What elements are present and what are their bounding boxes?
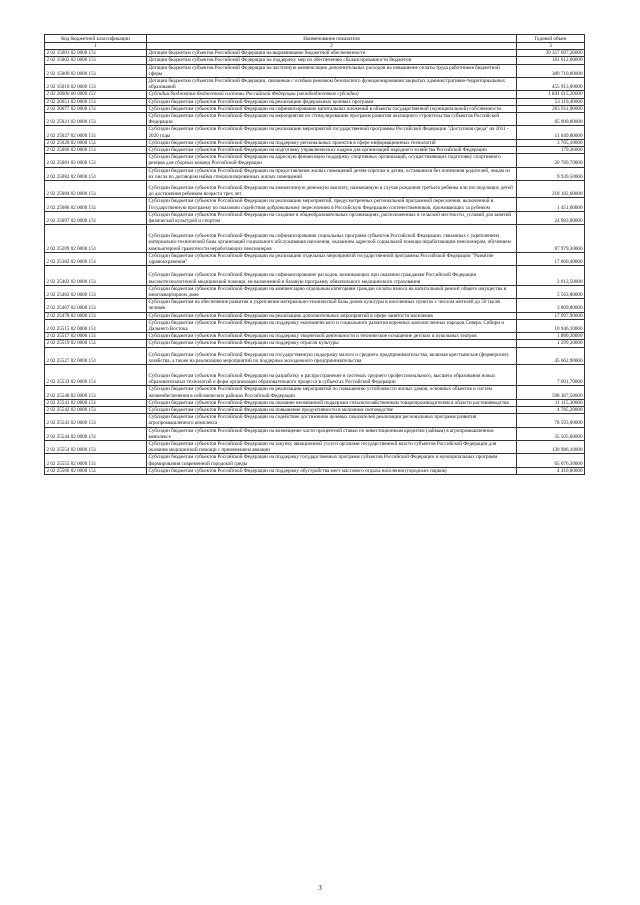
table-row — [45, 312, 585, 319]
row-code: 2 02 25467 02 0000 151 — [45, 299, 147, 312]
row-amount: 10 946,10000 — [517, 319, 585, 332]
row-code: 2 02 25084 02 0000 151 — [45, 181, 147, 198]
row-name: Субсидии бюджетам субъектов Российской Федерации на подготовку управленческих кадров для организаций народного хозяйства Российской Федерации — [147, 147, 517, 154]
row-amount: 2 013,50000 — [517, 266, 585, 285]
row-code: 2 02 25541 02 0000 151 — [45, 399, 147, 406]
row-code: 2 02 15001 02 0000 151 — [45, 50, 147, 57]
row-amount: 9 939,50000 — [517, 167, 585, 180]
table-row — [45, 105, 585, 112]
row-amount: 179,36000 — [517, 147, 585, 154]
row-name: Субсидии бюджетам субъектов Российской Федерации на реализацию мероприятий государственной программы Российской Федерации "Доступная среда" на 2011 - 2020 годы — [147, 126, 517, 139]
row-name: Субсидии бюджетам субъектов Российской Федерации на поддержку творческой деятельности и техническое оснащение детских и кукольных театров — [147, 333, 517, 340]
table-row — [45, 467, 585, 474]
row-amount: 78 593,00000 — [517, 414, 585, 427]
row-name: Субсидии бюджетам субъектов Российской Федерации на софинансирование социальных программ субъектов Российской Федерации, связанных с укреплением материально-технической базы организаций социального обслуживания населения, оказанием адресной социальной помощи неработающим пенсионерам, обучением компьютерной грамотности неработающих пенсионеров — [147, 225, 517, 253]
row-name: Субсидии бюджетам субъектов Российской Федерации на компенсацию отдельным категориям граждан оплаты взноса на капитальный ремонт общего имущества в многоквартирном доме — [147, 285, 517, 298]
table-row — [45, 252, 585, 265]
row-code: 2 02 25519 02 0000 151 — [45, 340, 147, 347]
row-code: 2 02 25082 02 0000 151 — [45, 167, 147, 180]
row-code: 2 02 20077 02 0000 151 — [45, 105, 147, 112]
table-row — [45, 57, 585, 64]
column-number-row — [45, 43, 585, 50]
table-row — [45, 154, 585, 167]
table-row — [45, 147, 585, 154]
header-code: Код бюджетной классификации — [45, 35, 147, 43]
row-code: 2 02 25028 02 0000 151 — [45, 139, 147, 146]
row-code: 2 02 25515 02 0000 151 — [45, 319, 147, 332]
row-code: 2 02 25081 02 0000 151 — [45, 154, 147, 167]
row-code: 2 02 25097 02 0000 151 — [45, 211, 147, 224]
row-name: Субсидии бюджетам субъектов Российской Федерации на оказание несвязанной поддержки сельскохозяйственным товаропроизводителям в области растениеводства — [147, 399, 517, 406]
row-amount: 455 913,00000 — [517, 78, 585, 91]
row-amount: 7 601,70000 — [517, 364, 585, 385]
row-amount: 45 662,90000 — [517, 347, 585, 364]
row-name: Дотации бюджетам субъектов Российской Федерации, связанные с особым режимом безопасного функционирования закрытых административно-территориальных образований — [147, 78, 517, 91]
row-amount: 4 410,80000 — [517, 467, 585, 474]
row-amount: 389 710,00000 — [517, 64, 585, 77]
table-row — [45, 113, 585, 126]
row-amount: 65 076,30000 — [517, 454, 585, 467]
row-name: Субсидии бюджетам субъектов Российской Федерации на поддержку обустройства мест массового отдыха населения (городских парков) — [147, 467, 517, 474]
table-row — [45, 347, 585, 364]
table-row — [45, 427, 585, 440]
table-row — [45, 414, 585, 427]
table-row — [45, 285, 585, 298]
row-name: Субсидии бюджетам субъектов Российской Федерации на адресную финансовую поддержку спортивных организаций, осуществляющих подготовку спортивного резерва для сборных команд Российской Федерации — [147, 154, 517, 167]
table-row — [45, 211, 585, 224]
row-code: 2 02 25478 02 0000 151 — [45, 312, 147, 319]
table-row — [45, 139, 585, 146]
row-amount: 181 012,00000 — [517, 57, 585, 64]
row-name: Субсидии бюджетам субъектов Российской Федерации на реализацию отдельных мероприятий государственной программы Российской Федерации "Развитие здравоохранения" — [147, 252, 517, 265]
row-amount: 24 983,00000 — [517, 211, 585, 224]
row-code: 2 02 25021 02 0000 151 — [45, 113, 147, 126]
row-amount: 1 841 015,20000 — [517, 91, 585, 98]
row-name: Дотации бюджетам субъектов Российской Федерации на частичную компенсацию дополнительных расходов на повышение оплаты труда работников бюджетной сферы — [147, 64, 517, 77]
row-name: Субсидии бюджетам субъектов Российской Федерации на ежемесячную денежную выплату, назначаемую в случае рождения третьего ребенка или последующих детей до достижения ребенком возраста трех лет — [147, 181, 517, 198]
row-amount: 3 809,80000 — [517, 299, 585, 312]
table-row — [45, 299, 585, 312]
row-amount: 39 357 697,20000 — [517, 50, 585, 57]
table-row — [45, 78, 585, 91]
row-amount: 53 119,40000 — [517, 98, 585, 105]
row-code: 2 02 25540 02 0000 151 — [45, 386, 147, 399]
row-name: Субсидии бюджетам на обеспечение развития и укрепления материально-технической базы домов культуры в населенных пунктах с числом жителей до 50 тысяч человек — [147, 299, 517, 312]
row-code: 2 02 25555 02 0000 151 — [45, 454, 147, 467]
row-amount: 598 367,50000 — [517, 386, 585, 399]
row-code: 2 02 25517 02 0000 151 — [45, 333, 147, 340]
row-code: 2 02 25086 02 0000 151 — [45, 198, 147, 211]
row-amount: 1 880,30000 — [517, 333, 585, 340]
row-amount: 3 705,10000 — [517, 139, 585, 146]
row-name: Субсидии бюджетам субъектов Российской Федерации на поддержку экономического и социального развития коренных малочисленных народов Севера, Сибири и Дальнего Востока — [147, 319, 517, 332]
column-number: 3 — [517, 43, 585, 50]
row-name: Субсидии бюджетам субъектов Российской Федерации на поддержку отрасли культуры — [147, 340, 517, 347]
row-amount: 85 900,00000 — [517, 113, 585, 126]
table-row — [45, 50, 585, 57]
header-amount: Годовой объем — [517, 35, 585, 43]
budget-revenue-table — [44, 34, 585, 475]
row-amount: 11 049,80000 — [517, 126, 585, 139]
document-page — [44, 34, 584, 475]
row-name: Субсидии бюджетам субъектов Российской Федерации на создание в общеобразовательных организациях, расположенных в сельской местности, условий для занятий физической культурой и спортом — [147, 211, 517, 224]
row-amount: 87 979,30000 — [517, 225, 585, 253]
row-name: Субсидии бюджетам субъектов Российской Федерации на реализацию дополнительных мероприятий в сфере занятости населения — [147, 312, 517, 319]
header-name: Наименование показателя — [147, 35, 517, 43]
table-header-row — [45, 35, 585, 43]
column-number: 1 — [45, 43, 147, 50]
row-code: 2 02 25462 02 0000 151 — [45, 285, 147, 298]
row-amount: 1 451,00000 — [517, 198, 585, 211]
row-code: 2 02 20051 02 0000 151 — [45, 98, 147, 105]
row-code: 2 02 25527 02 0000 151 — [45, 347, 147, 364]
row-amount: 35 505,60000 — [517, 427, 585, 440]
row-amount: 5 563,80000 — [517, 285, 585, 298]
table-body — [45, 50, 585, 475]
row-name: Субсидии бюджетам субъектов Российской Федерации на мероприятия по стимулированию программ развития жилищного строительства субъектов Российской Федерации — [147, 113, 517, 126]
row-name: Субсидии бюджетам субъектов Российской Федерации на реализацию мероприятий, предусмотренных региональной программой переселения, включенной в Государственную программу по оказанию содействия добровольному переселению в Российскую Федерацию соотечественников, проживающих за рубежом — [147, 198, 517, 211]
row-name: Субсидии бюджетам субъектов Российской Федерации на поддержку региональных проектов в сфере информационных технологий — [147, 139, 517, 146]
row-name: Субсидии бюджетам субъектов Российской Федерации на содействие достижению целевых показателей реализации региональных программ развития агропромышленного комплекса — [147, 414, 517, 427]
row-code: 2 02 25066 02 0000 151 — [45, 147, 147, 154]
row-amount: 17 060,40000 — [517, 252, 585, 265]
table-row — [45, 167, 585, 180]
row-code: 2 02 25542 02 0000 151 — [45, 406, 147, 413]
row-amount: 218 182,60000 — [517, 181, 585, 198]
row-code: 2 02 25560 02 0000 151 — [45, 467, 147, 474]
column-number: 2 — [147, 43, 517, 50]
table-row — [45, 225, 585, 253]
row-code: 2 02 20000 00 0000 151 — [45, 91, 147, 98]
row-code: 2 02 25533 02 0000 151 — [45, 364, 147, 385]
row-name: Субсидии бюджетам субъектов Российской Федерации на софинансирование капитальных вложений в объекты государственной (муниципальной) собственности — [147, 105, 517, 112]
row-code: 2 02 25402 02 0000 151 — [45, 266, 147, 285]
row-code: 2 02 25543 02 0000 151 — [45, 414, 147, 427]
row-name: Субсидии бюджетам субъектов Российской Федерации на поддержку государственных программ субъектов Российской Федерации и муниципальных программ формирования современной городской среды — [147, 454, 517, 467]
row-name: Дотации бюджетам субъектов Российской Федерации на выравнивание бюджетной обеспеченности — [147, 50, 517, 57]
row-name: Субсидии бюджетам субъектов Российской Федерации на предоставление жилых помещений детям-сиротам и детям, оставшимся без попечения родителей, лицам из их числа по договорам найма специализированных жилых помещений — [147, 167, 517, 180]
row-name: Субсидии бюджетам субъектов Российской Федерации на реализацию мероприятий по повышению устойчивости жилых домов, основных объектов и систем жизнеобеспечения в сейсмических районах Российской Федерации — [147, 386, 517, 399]
row-code: 2 02 15010 02 0000 151 — [45, 78, 147, 91]
table-row — [45, 91, 585, 98]
row-code: 2 02 15009 02 0000 151 — [45, 64, 147, 77]
table-row — [45, 440, 585, 453]
table-row — [45, 319, 585, 332]
row-code: 2 02 25209 02 0000 151 — [45, 225, 147, 253]
row-name: Субсидии бюджетам субъектов Российской Федерации на возмещение части процентной ставки по инвестиционным кредитам (займам) в агропромышленном комплексе — [147, 427, 517, 440]
row-name: Субсидии бюджетам субъектов Российской Федерации на софинансирование расходов, возникающих при оказании гражданам Российской Федерации высокотехнологичной медицинской помощи, не включенной в базовую программу обязательного медицинского страхования — [147, 266, 517, 285]
row-amount: 1 299,30000 — [517, 340, 585, 347]
table-row — [45, 399, 585, 406]
row-code: 2 02 25554 02 0000 151 — [45, 440, 147, 453]
row-amount: 265 911,90000 — [517, 105, 585, 112]
table-row — [45, 126, 585, 139]
table-row — [45, 364, 585, 385]
row-name: Субсидии бюджетам субъектов Российской Федерации на закупку авиационной услуги органами государственной власти субъектов Российской Федерации для оказания медицинской помощи с применением авиации — [147, 440, 517, 453]
row-amount: 130 986,10000 — [517, 440, 585, 453]
row-code: 2 02 15002 02 0000 151 — [45, 57, 147, 64]
table-row — [45, 386, 585, 399]
table-row — [45, 98, 585, 105]
table-row — [45, 340, 585, 347]
row-name: Субсидии бюджетам субъектов Российской Федерации на государственную поддержку малого и среднего предпринимательства, включая крестьянские (фермерские) хозяйства, а также на реализацию мероприятий по поддержке молодежного предпринимательства — [147, 347, 517, 364]
row-name: Дотации бюджетам субъектов Российской Федерации на поддержку мер по обеспечению сбалансированности бюджетов — [147, 57, 517, 64]
row-code: 2 02 25382 02 0000 151 — [45, 252, 147, 265]
row-amount: 20 789,70000 — [517, 154, 585, 167]
table-row — [45, 64, 585, 77]
row-amount: 4 785,20000 — [517, 406, 585, 413]
table-row — [45, 333, 585, 340]
row-name: Субсидии бюджетам субъектов Российской Федерации на повышение продуктивности в молочном скотоводстве — [147, 406, 517, 413]
table-row — [45, 266, 585, 285]
row-name: Субсидии бюджетам субъектов Российской Федерации на разработку и распространение в системах среднего профессионального, высшего образования новых образовательных технологий и форм организации образовательного процесса в субъектах Российской Федерации — [147, 364, 517, 385]
table-row — [45, 454, 585, 467]
page-number: 3 — [318, 884, 322, 892]
row-name: Субсидии бюджетам субъектов Российской Федерации на реализацию федеральных целевых программ — [147, 98, 517, 105]
row-amount: 11 115,30000 — [517, 399, 585, 406]
table-row — [45, 198, 585, 211]
row-amount: 17 997,90000 — [517, 312, 585, 319]
row-name: Субсидии бюджетам бюджетной системы Российской Федерации (межбюджетные субсидии) — [147, 91, 517, 98]
table-row — [45, 406, 585, 413]
row-code: 2 02 25544 02 0000 151 — [45, 427, 147, 440]
table-row — [45, 181, 585, 198]
row-code: 2 02 25027 02 0000 151 — [45, 126, 147, 139]
